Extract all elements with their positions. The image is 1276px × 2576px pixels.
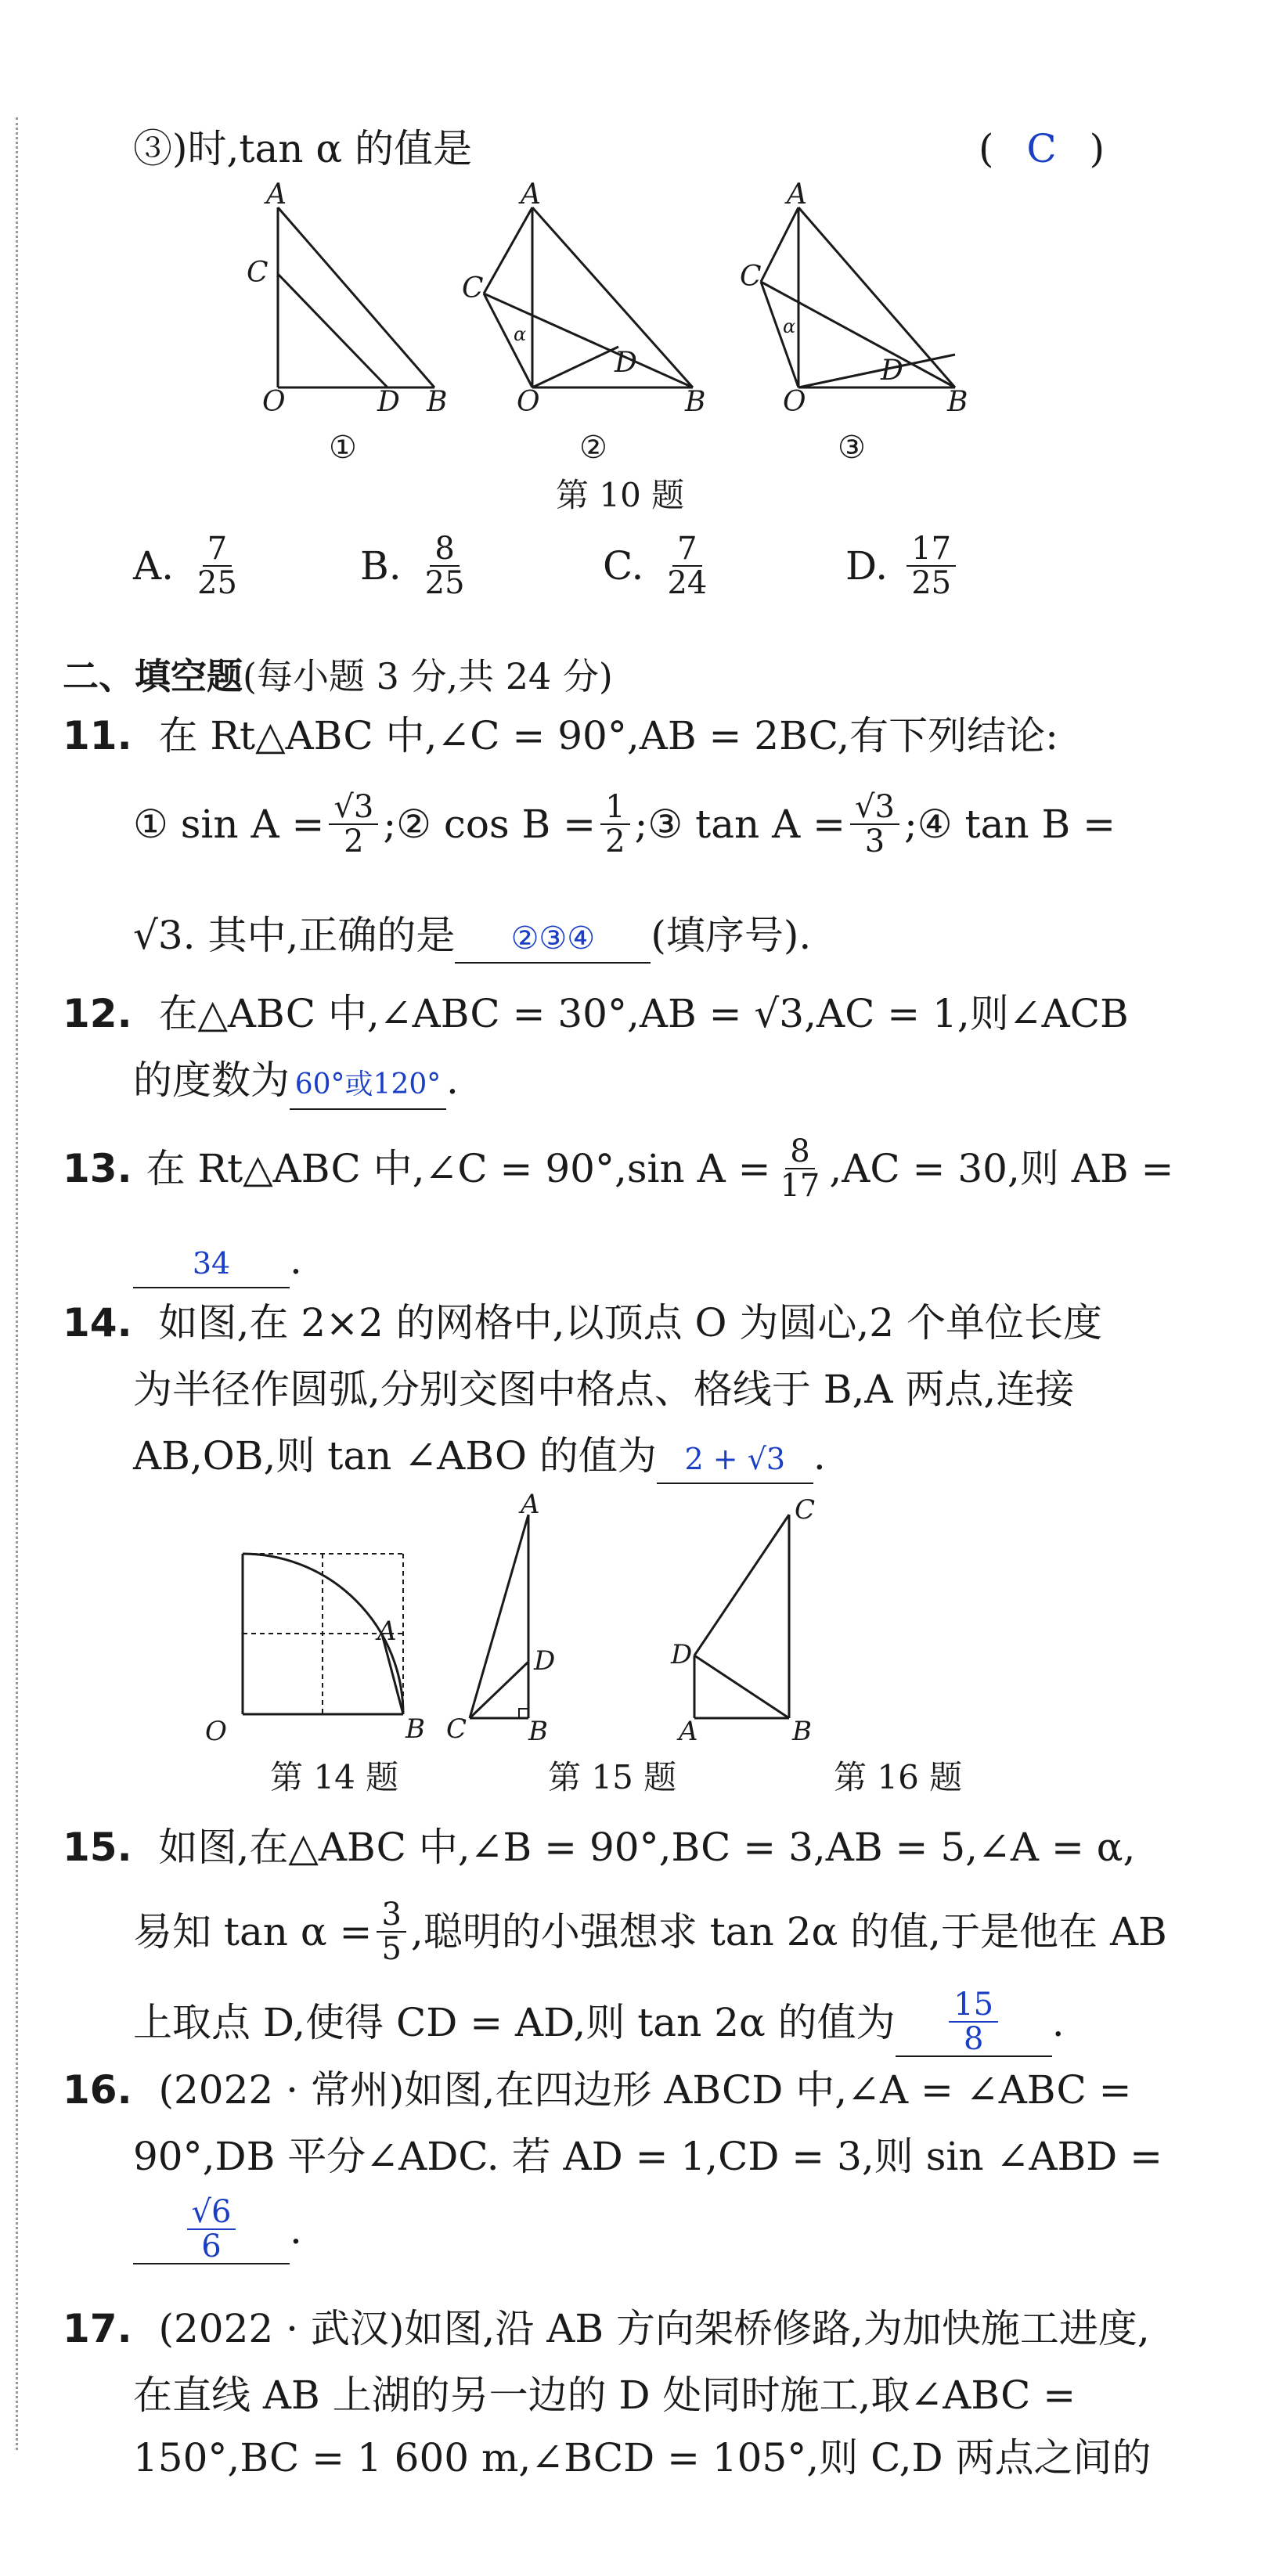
q12-number: 12.	[63, 991, 132, 1036]
q12-answer: 60°或120°	[290, 1061, 446, 1110]
q14-line1: 14. 如图,在 2×2 的网格中,以顶点 O 为圆心,2 个单位长度	[63, 1300, 1102, 1346]
q10-caption: 第 10 题	[556, 476, 685, 514]
q16-answer-den: 6	[201, 2228, 222, 2264]
q10-answer-paren: ( C )	[979, 126, 1105, 171]
fig16-caption: 第 16 题	[834, 1758, 963, 1796]
q11-number: 11.	[63, 713, 132, 758]
q15-line2: 易知 tan α = $\frac{3}{5}$ ,聪明的小强想求 tan 2α 的值,于是他在 AB	[133, 1897, 1167, 1967]
q16-number: 16.	[63, 2067, 132, 2113]
fig16-label-d: D	[671, 1639, 693, 1670]
fig1-label-d: D	[377, 386, 400, 418]
fig1-cd	[278, 274, 387, 387]
fig2-label-alpha: α	[514, 323, 527, 345]
fig2-ab	[532, 207, 693, 387]
fig2-number: ②	[579, 430, 607, 466]
fig3-label-b: B	[947, 386, 968, 418]
q15-line3: 上取点 D,使得 CD = AD,则 tan 2α 的值为 $\frac{15}{8}$ .	[133, 1987, 1065, 2057]
fig2-label-o: O	[517, 386, 540, 418]
q12-line2: 的度数为 60°或120° .	[133, 1057, 459, 1110]
fig3-label-d: D	[881, 355, 903, 387]
fig15-label-b: B	[528, 1716, 548, 1747]
q16-line3: $\frac{√6}{6}$ .	[133, 2196, 302, 2264]
q11-answer: ②③④	[455, 915, 651, 964]
fig1-label-b: B	[427, 386, 448, 418]
q11-line2: ① sin A = $\frac{√3}{2}$ ;② cos B = $\frac{1}{2}$ ;③ tan A = $\frac{√3}{3}$ ;④ tan B =	[133, 789, 1116, 859]
figures-14-16	[205, 1489, 1057, 1761]
q10-option-c: C. $\frac{7}{24}$	[603, 531, 708, 601]
q16-line1: 16. (2022 · 常州)如图,在四边形 ABCD 中,∠A = ∠ABC =	[63, 2067, 1132, 2113]
q15-answer-den: 8	[963, 2021, 984, 2057]
fig16-label-b: B	[792, 1716, 812, 1747]
q10-option-a: A. $\frac{7}{25}$	[133, 531, 237, 601]
binding-margin-line	[16, 117, 18, 2450]
q16-answer-num: √6	[187, 2196, 236, 2230]
q10-stem-tail: ③)时,tan α 的值是	[133, 126, 473, 171]
fig16-db	[694, 1655, 789, 1718]
q17-number: 17.	[63, 2306, 132, 2351]
fig15-label-c: C	[446, 1713, 467, 1745]
fig15-caption: 第 15 题	[548, 1758, 677, 1796]
fig16-label-c: C	[795, 1494, 816, 1526]
q15-line1: 15. 如图,在△ABC 中,∠B = 90°,BC = 3,AB = 5,∠A = α,	[63, 1825, 1136, 1870]
fig15-ca	[470, 1515, 528, 1718]
q11-line1: 11. 在 Rt△ABC 中,∠C = 90°,AB = 2BC,有下列结论:	[63, 713, 1058, 758]
q13-answer: 34	[133, 1240, 290, 1288]
fig3-label-alpha: α	[783, 315, 796, 337]
fig2-label-b: B	[685, 386, 706, 418]
q10-answer: C	[1026, 126, 1057, 171]
q14-answer: 2 + √3	[657, 1436, 813, 1484]
q16-answer-blank	[133, 2196, 290, 2264]
section-2-header: 二、填空题(每小题 3 分,共 24 分)	[63, 655, 613, 697]
q11-line3: √3. 其中,正确的是 ②③④ (填序号).	[133, 912, 811, 964]
fig14-label-b: B	[406, 1713, 425, 1745]
q14-number: 14.	[63, 1300, 132, 1346]
q12-line1: 12. 在△ABC 中,∠ABC = 30°,AB = √3,AC = 1,则∠ACB	[63, 991, 1129, 1036]
q10-figures	[235, 178, 1018, 481]
fig2-label-a: A	[521, 178, 541, 211]
q13-line1: 13. 在 Rt△ABC 中,∠C = 90°,sin A = $\frac{8}{17}$ ,AC = 30,则 AB =	[63, 1133, 1174, 1204]
q10-option-b: B. $\frac{8}{25}$	[360, 531, 465, 601]
fig3-label-o: O	[783, 386, 806, 418]
fig1-number: ①	[329, 430, 357, 466]
q15-answer-blank	[896, 1988, 1052, 2057]
fig3-number: ③	[838, 430, 866, 466]
fig3-ac	[761, 207, 798, 282]
q17-line2: 在直线 AB 上湖的另一边的 D 处同时施工,取∠ABC =	[133, 2372, 1076, 2418]
fig2-od	[532, 347, 618, 387]
q13-line2: 34 .	[133, 1237, 302, 1288]
q15-answer-num: 15	[949, 1988, 998, 2023]
q14-line2: 为半径作圆弧,分别交图中格点、格线于 B,A 两点,连接	[133, 1367, 1075, 1412]
fig15-label-a: A	[521, 1489, 540, 1520]
fig2-label-c: C	[462, 272, 484, 304]
q13-number: 13.	[63, 1146, 132, 1191]
fig1-label-o: O	[262, 386, 286, 418]
fig3-od	[798, 355, 955, 387]
fig2-ac	[484, 207, 532, 294]
q14-line3: AB,OB,则 tan ∠ABO 的值为 2 + √3 .	[133, 1432, 826, 1484]
fig14-caption: 第 14 题	[270, 1758, 399, 1796]
fig1-label-a: A	[266, 178, 287, 211]
fig1-label-c: C	[247, 257, 269, 289]
fig15-right-angle	[519, 1709, 528, 1718]
q15-number: 15.	[63, 1825, 132, 1870]
q17-line3: 150°,BC = 1 600 m,∠BCD = 105°,则 C,D 两点之间的	[133, 2435, 1152, 2481]
q17-line1: 17. (2022 · 武汉)如图,沿 AB 方向架桥修路,为加快施工进度,	[63, 2306, 1150, 2351]
fig3-label-c: C	[740, 261, 762, 293]
fig16-dc	[694, 1515, 789, 1655]
fig16-label-a: A	[679, 1716, 698, 1747]
q16-line2: 90°,DB 平分∠ADC. 若 AD = 1,CD = 3,则 sin ∠ABD =	[133, 2134, 1163, 2179]
fig15-label-d: D	[534, 1645, 556, 1677]
fig3-label-a: A	[787, 178, 807, 211]
fig2-label-d: D	[615, 347, 637, 379]
fig14-label-a: A	[377, 1616, 397, 1647]
q10-option-d: D. $\frac{17}{25}$	[845, 532, 961, 600]
fig14-label-o: O	[205, 1716, 227, 1747]
